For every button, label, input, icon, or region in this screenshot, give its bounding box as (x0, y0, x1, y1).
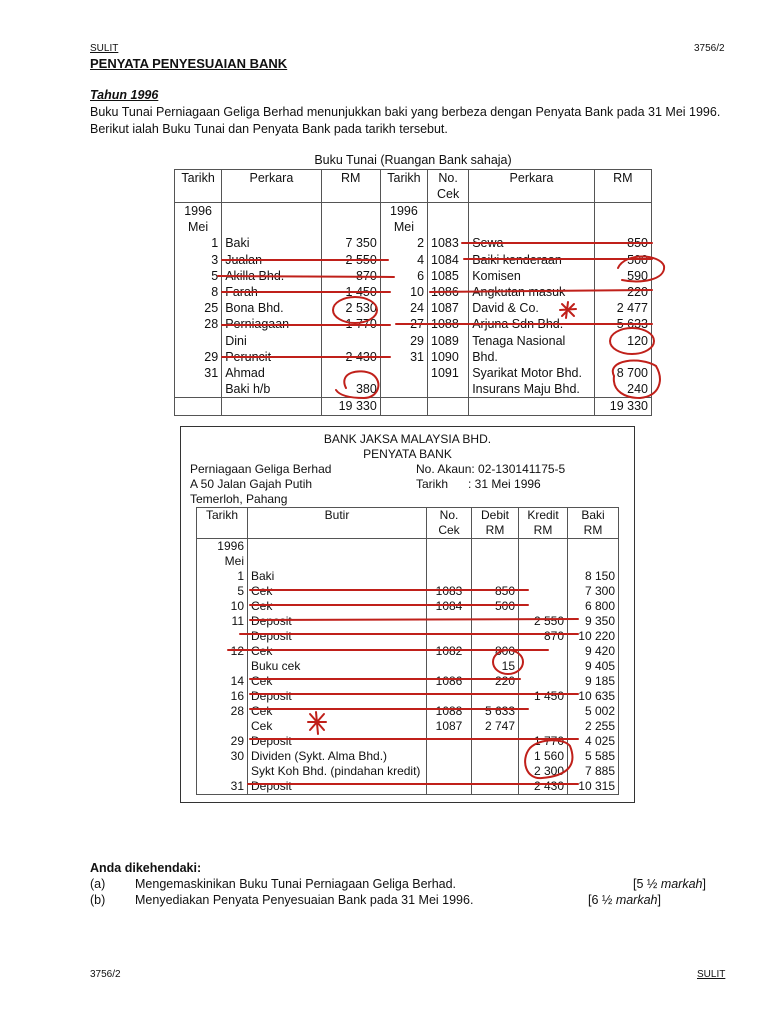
cb-no-cek: 1084 (428, 252, 469, 268)
cb-rm-right: 220 (594, 284, 651, 300)
cb-perkara: Dini (222, 333, 321, 349)
bcol-debit (472, 508, 519, 539)
bs-debit: 15 (472, 659, 519, 674)
cb-no-cek (428, 203, 469, 220)
bank-statement-row (197, 749, 619, 764)
bs-kredit: 1 560 (519, 749, 568, 764)
cb-no-cek: 1090 (428, 349, 469, 365)
bs-kredit: 1 770 (519, 734, 568, 749)
bank-statement-row (197, 584, 619, 599)
bs-tarikh (197, 659, 248, 674)
cash-book-table (174, 169, 652, 416)
task-a-marks (633, 877, 706, 891)
cb-no-cek: 1087 (428, 300, 469, 316)
bs-baki: 7 300 (568, 584, 619, 599)
bs-baki: 10 315 (568, 779, 619, 795)
bs-tarikh: 11 (197, 614, 248, 629)
bcol-no-cek (427, 508, 472, 539)
bs-baki: 9 420 (568, 644, 619, 659)
cash-book-total-row (175, 398, 652, 415)
bs-butir (248, 554, 427, 569)
bs-kredit: 2 300 (519, 764, 568, 779)
cb-perkara-right: Sewa (469, 235, 595, 251)
account-number: No. Akaun: 02-130141175-5 (416, 462, 566, 476)
cb-perkara (222, 203, 321, 220)
bs-no-cek (427, 764, 472, 779)
col-no-cek (428, 170, 469, 203)
footer-paper-code: 3756/2 (90, 969, 121, 980)
bs-debit: 220 (472, 674, 519, 689)
task-b-text: Menyediakan Penyata Penyesuaian Bank pada 31 Mei 1996. (135, 893, 474, 907)
cb-tarikh-right: 2 (380, 235, 427, 251)
col-rm: RM (321, 170, 380, 203)
cb-tarikh: 8 (175, 284, 222, 300)
bs-debit (472, 779, 519, 795)
cash-book-row (175, 381, 652, 398)
intro-line-1: Buku Tunai Perniagaan Geliga Berhad menunjukkan baki yang berbeza dengan Penyata Bank pada 31 Mei 1996. (90, 105, 721, 119)
cash-book-header-row (175, 170, 652, 203)
bs-kredit: 1 450 (519, 689, 568, 704)
header-classification: SULIT (90, 43, 119, 54)
cb-tarikh-right (380, 365, 427, 381)
cb-perkara: Akilla Bhd. (222, 268, 321, 284)
cash-book-total-left: 19 330 (321, 398, 380, 415)
bs-tarikh: 1 (197, 569, 248, 584)
cb-perkara-right: Tenaga Nasional (469, 333, 595, 349)
cash-book-row (175, 203, 652, 220)
bs-debit (472, 689, 519, 704)
bs-tarikh (197, 719, 248, 734)
cb-tarikh-right (380, 381, 427, 398)
cb-perkara-right: Angkutan masuk (469, 284, 595, 300)
task-b-marks (588, 893, 661, 907)
cb-perkara: Baki (222, 235, 321, 251)
bs-no-cek: 1086 (427, 674, 472, 689)
bs-butir: Buku cek (248, 659, 427, 674)
cb-no-cek: 1083 (428, 235, 469, 251)
bank-statement-row (197, 674, 619, 689)
cb-tarikh (175, 381, 222, 398)
bs-tarikh: 16 (197, 689, 248, 704)
cb-perkara-right (469, 203, 595, 220)
customer-address-2: Temerloh, Pahang (190, 492, 288, 506)
bank-statement-row (197, 704, 619, 719)
cb-perkara: Peruncit (222, 349, 321, 365)
bs-tarikh: 12 (197, 644, 248, 659)
bs-kredit (519, 674, 568, 689)
bs-kredit (519, 554, 568, 569)
bcol-kredit (519, 508, 568, 539)
cb-rm-right (594, 219, 651, 235)
bs-kredit (519, 644, 568, 659)
bank-statement-row (197, 644, 619, 659)
cb-tarikh: 31 (175, 365, 222, 381)
bank-statement-row (197, 764, 619, 779)
cb-perkara-right: Insurans Maju Bhd. (469, 381, 595, 398)
bs-butir: Cek (248, 584, 427, 599)
bs-tarikh: 31 (197, 779, 248, 795)
bs-debit (472, 539, 519, 555)
cb-perkara (222, 219, 321, 235)
bcol-butir: Butir (248, 508, 427, 539)
bs-debit: 5 633 (472, 704, 519, 719)
cb-tarikh-right: 1996 (380, 203, 427, 220)
bs-baki: 10 635 (568, 689, 619, 704)
cash-book-row (175, 252, 652, 268)
bs-baki: 8 150 (568, 569, 619, 584)
cb-rm: 870 (321, 268, 380, 284)
bs-debit (472, 569, 519, 584)
bcol-kredit-line1: Kredit (527, 508, 559, 522)
cb-rm-right (594, 349, 651, 365)
bs-butir: Deposit (248, 614, 427, 629)
bs-butir: Cek (248, 719, 427, 734)
bank-statement-row (197, 599, 619, 614)
cb-tarikh-right: 31 (380, 349, 427, 365)
bank-statement-row (197, 734, 619, 749)
bs-tarikh: 29 (197, 734, 248, 749)
bs-butir: Dividen (Sykt. Alma Bhd.) (248, 749, 427, 764)
bs-tarikh: 10 (197, 599, 248, 614)
cash-book-caption: Buku Tunai (Ruangan Bank sahaja) (314, 153, 512, 167)
bs-tarikh (197, 629, 248, 644)
cb-rm-right: 240 (594, 381, 651, 398)
bs-butir: Sykt Koh Bhd. (pindahan kredit) (248, 764, 427, 779)
tasks-heading: Anda dikehendaki: (90, 861, 202, 875)
bcol-debit-line2: RM (485, 523, 505, 537)
bs-debit: 2 747 (472, 719, 519, 734)
bcol-tarikh: Tarikh (197, 508, 248, 539)
bcol-baki-line2: RM (583, 523, 603, 537)
statement-date-value: : 31 Mei 1996 (468, 477, 541, 491)
cb-tarikh-right: 4 (380, 252, 427, 268)
bs-no-cek (427, 659, 472, 674)
cb-perkara-right: Komisen (469, 268, 595, 284)
page-title: PENYATA PENYESUAIAN BANK (90, 56, 288, 71)
cb-no-cek (428, 381, 469, 398)
bcol-no-cek-line1: No. (439, 508, 459, 522)
bs-debit: 500 (472, 599, 519, 614)
bs-debit (472, 629, 519, 644)
cb-rm (321, 365, 380, 381)
bs-debit: 850 (472, 584, 519, 599)
cb-rm: 1 450 (321, 284, 380, 300)
cb-rm: 2 550 (321, 252, 380, 268)
bank-statement-title: PENYATA BANK (363, 447, 452, 461)
cb-tarikh-right: Mei (380, 219, 427, 235)
bs-debit (472, 749, 519, 764)
bs-baki (568, 554, 619, 569)
cb-no-cek: 1085 (428, 268, 469, 284)
cb-tarikh: 5 (175, 268, 222, 284)
bs-baki: 9 185 (568, 674, 619, 689)
cb-perkara-right: Baiki kenderaan (469, 252, 595, 268)
bank-statement-row (197, 539, 619, 555)
bs-baki: 5 585 (568, 749, 619, 764)
bs-tarikh: 14 (197, 674, 248, 689)
bs-no-cek (427, 554, 472, 569)
cb-no-cek: 1091 (428, 365, 469, 381)
cb-perkara: Farah (222, 284, 321, 300)
bs-baki: 9 350 (568, 614, 619, 629)
bank-statement-row (197, 719, 619, 734)
bs-butir: Deposit (248, 629, 427, 644)
cb-perkara: Bona Bhd. (222, 300, 321, 316)
cb-tarikh-right: 27 (380, 316, 427, 332)
bs-baki (568, 539, 619, 555)
col-tarikh: Tarikh (175, 170, 222, 203)
bs-kredit: 2 550 (519, 614, 568, 629)
bs-baki: 6 800 (568, 599, 619, 614)
bs-butir: Cek (248, 704, 427, 719)
cb-rm-right: 590 (594, 268, 651, 284)
cash-book-row (175, 235, 652, 251)
cash-book-row (175, 316, 652, 332)
cash-book-row (175, 219, 652, 235)
bank-statement-row (197, 554, 619, 569)
cb-perkara-right: Arjuna Sdn Bhd. (469, 316, 595, 332)
cb-rm: 2 430 (321, 349, 380, 365)
cb-rm (321, 333, 380, 349)
cb-tarikh (175, 333, 222, 349)
task-a-marks-value: [5 ½ (633, 877, 658, 891)
bs-tarikh: Mei (197, 554, 248, 569)
cb-perkara-right: Bhd. (469, 349, 595, 365)
bs-kredit (519, 599, 568, 614)
bank-statement-row (197, 614, 619, 629)
cb-no-cek: 1088 (428, 316, 469, 332)
bs-no-cek (427, 614, 472, 629)
col-rm-right: RM (594, 170, 651, 203)
bs-kredit (519, 704, 568, 719)
intro-line-2: Berikut ialah Buku Tunai dan Penyata Bank pada tarikh tersebut. (90, 122, 448, 136)
cb-tarikh-right: 10 (380, 284, 427, 300)
cb-no-cek (428, 219, 469, 235)
task-a-label: (a) (90, 877, 106, 891)
task-a-text: Mengemaskinikan Buku Tunai Perniagaan Geliga Berhad. (135, 877, 457, 891)
bs-kredit: 870 (519, 629, 568, 644)
bs-butir (248, 539, 427, 555)
cb-rm: 7 350 (321, 235, 380, 251)
task-b-marks-value: [6 ½ (588, 893, 613, 907)
bs-butir: Cek (248, 599, 427, 614)
col-no-cek-line2: Cek (436, 187, 460, 201)
cash-book-row (175, 333, 652, 349)
cb-tarikh-right: 6 (380, 268, 427, 284)
bs-debit (472, 554, 519, 569)
bs-butir: Baki (248, 569, 427, 584)
task-b-label: (b) (90, 893, 106, 907)
cb-tarikh: 1996 (175, 203, 222, 220)
bs-no-cek (427, 569, 472, 584)
bs-no-cek (427, 734, 472, 749)
bs-baki: 4 025 (568, 734, 619, 749)
bank-statement-row (197, 689, 619, 704)
year-heading: Tahun 1996 (90, 88, 159, 102)
bs-kredit: 2 430 (519, 779, 568, 795)
cb-rm-right: 120 (594, 333, 651, 349)
bs-butir: Deposit (248, 689, 427, 704)
bs-no-cek (427, 629, 472, 644)
bs-butir: Cek (248, 674, 427, 689)
cb-rm-right: 5 633 (594, 316, 651, 332)
bs-kredit (519, 539, 568, 555)
cb-tarikh: Mei (175, 219, 222, 235)
task-b-marks-close: ] (657, 893, 661, 907)
bcol-baki-line1: Baki (581, 508, 605, 522)
cb-rm-right (594, 203, 651, 220)
bs-no-cek (427, 749, 472, 764)
bs-butir: Deposit (248, 779, 427, 795)
bs-no-cek: 1082 (427, 644, 472, 659)
cash-book-row (175, 300, 652, 316)
cb-rm-right: 850 (594, 235, 651, 251)
cb-rm (321, 203, 380, 220)
bank-statement-row (197, 659, 619, 674)
bank-name: BANK JAKSA MALAYSIA BHD. (323, 432, 492, 446)
col-no-cek-line1: No. (438, 171, 458, 185)
cb-rm-right: 500 (594, 252, 651, 268)
cb-no-cek: 1089 (428, 333, 469, 349)
task-a-marks-word: markah (660, 877, 703, 891)
cb-rm: 1 770 (321, 316, 380, 332)
bcol-no-cek-line2: Cek (438, 523, 460, 537)
cb-tarikh-right: 29 (380, 333, 427, 349)
bs-no-cek (427, 689, 472, 704)
cb-perkara: Perniagaan (222, 316, 321, 332)
bank-statement-table (196, 507, 619, 795)
bs-kredit (519, 659, 568, 674)
col-perkara-right: Perkara (469, 170, 595, 203)
cb-rm-right: 8 700 (594, 365, 651, 381)
cb-tarikh: 1 (175, 235, 222, 251)
cb-rm (321, 219, 380, 235)
statement-date-label: Tarikh (416, 477, 449, 491)
col-tarikh-right: Tarikh (380, 170, 427, 203)
bs-debit (472, 734, 519, 749)
cb-perkara-right: David & Co. (469, 300, 595, 316)
bs-no-cek: 1087 (427, 719, 472, 734)
bs-no-cek (427, 779, 472, 795)
bank-statement-row (197, 779, 619, 795)
task-b-marks-word: markah (615, 893, 658, 907)
bs-no-cek: 1084 (427, 599, 472, 614)
cash-book-row (175, 365, 652, 381)
cb-no-cek: 1086 (428, 284, 469, 300)
cb-tarikh: 28 (175, 316, 222, 332)
bs-tarikh: 5 (197, 584, 248, 599)
bs-butir: Deposit (248, 734, 427, 749)
cb-perkara: Baki h/b (222, 381, 321, 398)
bs-tarikh: 28 (197, 704, 248, 719)
bank-statement-box (180, 426, 635, 803)
header-paper-code: 3756/2 (694, 43, 725, 54)
bs-baki: 7 885 (568, 764, 619, 779)
bcol-kredit-line2: RM (533, 523, 553, 537)
task-a-marks-close: ] (702, 877, 706, 891)
cb-tarikh-right: 24 (380, 300, 427, 316)
cb-perkara-right: Syarikat Motor Bhd. (469, 365, 595, 381)
bs-baki: 5 002 (568, 704, 619, 719)
cash-book-row (175, 268, 652, 284)
bs-no-cek: 1088 (427, 704, 472, 719)
bs-kredit (519, 569, 568, 584)
cb-perkara-right (469, 219, 595, 235)
cb-perkara: Ahmad (222, 365, 321, 381)
bs-tarikh: 1996 (197, 539, 248, 555)
bank-statement-row (197, 629, 619, 644)
cb-tarikh: 25 (175, 300, 222, 316)
cash-book-row (175, 284, 652, 300)
bcol-debit-line1: Debit (480, 508, 509, 522)
bs-no-cek (427, 539, 472, 555)
customer-address-1: A 50 Jalan Gajah Putih (190, 477, 313, 491)
cb-tarikh: 3 (175, 252, 222, 268)
cb-rm-right: 2 477 (594, 300, 651, 316)
bs-butir: Cek (248, 644, 427, 659)
cash-book-total-right: 19 330 (594, 398, 651, 415)
bank-statement-row (197, 569, 619, 584)
bs-tarikh (197, 764, 248, 779)
bs-baki: 9 405 (568, 659, 619, 674)
bs-baki: 10 220 (568, 629, 619, 644)
bs-debit (472, 614, 519, 629)
bs-no-cek: 1083 (427, 584, 472, 599)
bs-kredit (519, 719, 568, 734)
cb-tarikh: 29 (175, 349, 222, 365)
bs-tarikh: 30 (197, 749, 248, 764)
bcol-baki (568, 508, 619, 539)
bank-statement-header-row (197, 508, 619, 539)
bs-baki: 2 255 (568, 719, 619, 734)
cb-perkara: Jualan (222, 252, 321, 268)
bs-kredit (519, 584, 568, 599)
cb-rm: 2 530 (321, 300, 380, 316)
bs-debit: 800 (472, 644, 519, 659)
col-perkara: Perkara (222, 170, 321, 203)
customer-name: Perniagaan Geliga Berhad (190, 462, 332, 476)
cash-book-row (175, 349, 652, 365)
bs-debit (472, 764, 519, 779)
footer-classification: SULIT (697, 969, 726, 980)
cb-rm: 380 (321, 381, 380, 398)
